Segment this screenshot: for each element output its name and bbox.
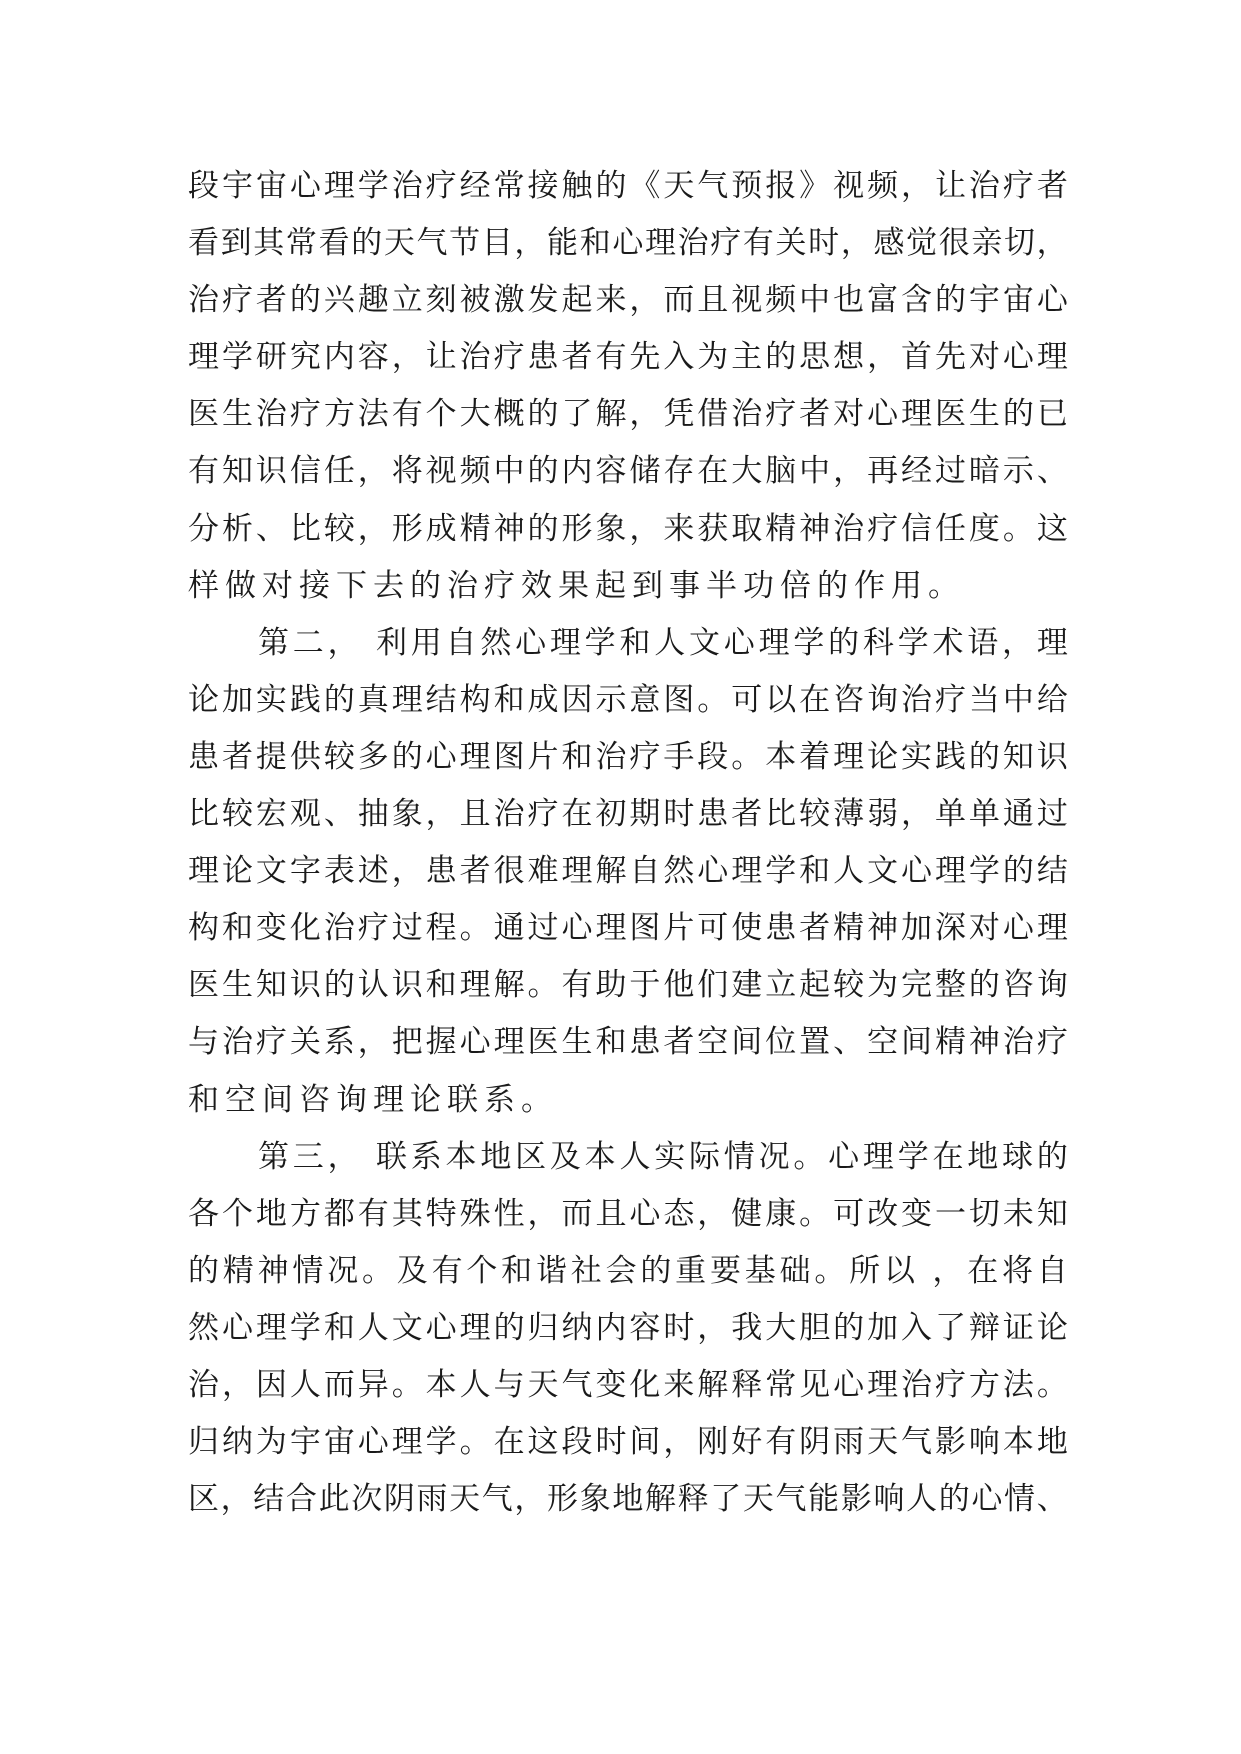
text-line: 医 生 知 识 的 认 识 和 理 解 。 有 助 于 他 们 建 立 起 较 为 完 整 的 咨 询	[188, 967, 1068, 1004]
text-line: 论 加 实 践 的 真 理 结 构 和 成 因 示 意 图 。 可 以 在 咨 询 治 疗 当 中 给	[188, 681, 1068, 718]
text-line: 构 和 变 化 治 疗 过 程 。 通 过 心 理 图 片 可 使 患 者 精 神 加 深 对 心 理	[188, 910, 1068, 947]
text-line: 治 ， 因 人 而 异 。 本 人 与 天 气 变 化 来 解 释 常 见 心 理 治 疗 方 法 。	[188, 1366, 1068, 1403]
text-line: 归 纳 为 宇 宙 心 理 学 。 在 这 段 时 间 ， 刚 好 有 阴 雨 天 气 影 响 本 地	[188, 1424, 1068, 1461]
body-text	[188, 158, 1068, 1528]
paragraph-start-line: 第 二 ， 利 用 自 然 心 理 学 和 人 文 心 理 学 的 科 学 术 语 ， 理	[258, 624, 1068, 661]
text-line: 样 做 对 接 下 去 的 治 疗 效 果 起 到 事 半 功 倍 的 作 用 。	[188, 567, 965, 604]
text-line: 的 精 神 情 况 。 及 有 个 和 谐 社 会 的 重 要 基 础 。 所 以 ， 在 将 自	[188, 1252, 1068, 1289]
text-line: 各 个 地 方 都 有 其 特 殊 性 ， 而 且 心 态 ， 健 康 。 可 改 变 一 切 未 知	[188, 1195, 1068, 1232]
text-line: 看 到 其 常 看 的 天 气 节 目 ， 能 和 心 理 治 疗 有 关 时 ， 感 觉 很 亲 切 ，	[188, 225, 1068, 262]
text-line: 然 心 理 学 和 人 文 心 理 的 归 纳 内 容 时 ， 我 大 胆 的 加 入 了 辩 证 论	[188, 1309, 1068, 1346]
text-line: 患 者 提 供 较 多 的 心 理 图 片 和 治 疗 手 段 。 本 着 理 论 实 践 的 知 识	[188, 738, 1068, 775]
text-line: 理 学 研 究 内 容 ， 让 治 疗 患 者 有 先 入 为 主 的 思 想 ， 首 先 对 心 理	[188, 339, 1068, 376]
text-line: 理 论 文 字 表 述 ， 患 者 很 难 理 解 自 然 心 理 学 和 人 文 心 理 学 的 结	[188, 853, 1068, 890]
text-line: 与 治 疗 关 系 ， 把 握 心 理 医 生 和 患 者 空 间 位 置 、 空 间 精 神 治 疗	[188, 1024, 1068, 1061]
text-line: 段 宇 宙 心 理 学 治 疗 经 常 接 触 的 《 天 气 预 报 》 视 频 ， 让 治 疗 者	[188, 168, 1068, 204]
text-line: 治 疗 者 的 兴 趣 立 刻 被 激 发 起 来 ， 而 且 视 频 中 也 富 含 的 宇 宙 心	[188, 282, 1068, 319]
text-line: 分 析 、 比 较 ， 形 成 精 神 的 形 象 ， 来 获 取 精 神 治 疗 信 任 度 。 这	[188, 510, 1068, 547]
text-line: 和 空 间 咨 询 理 论 联 系 。	[188, 1081, 558, 1118]
text-line: 医 生 治 疗 方 法 有 个 大 概 的 了 解 ， 凭 借 治 疗 者 对 心 理 医 生 的 已	[188, 396, 1068, 433]
text-line: 有 知 识 信 任 ， 将 视 频 中 的 内 容 储 存 在 大 脑 中 ， 再 经 过 暗 示 、	[188, 453, 1068, 490]
text-line: 比 较 宏 观 、 抽 象 ， 且 治 疗 在 初 期 时 患 者 比 较 薄 弱 ， 单 单 通 过	[188, 796, 1068, 833]
paragraph-start-line: 第 三 ， 联 系 本 地 区 及 本 人 实 际 情 况 。 心 理 学 在 地 球 的	[258, 1138, 1068, 1175]
text-line: 区 ， 结 合 此 次 阴 雨 天 气 ， 形 象 地 解 释 了 天 气 能 影 响 人 的 心 情 、	[188, 1481, 1068, 1518]
